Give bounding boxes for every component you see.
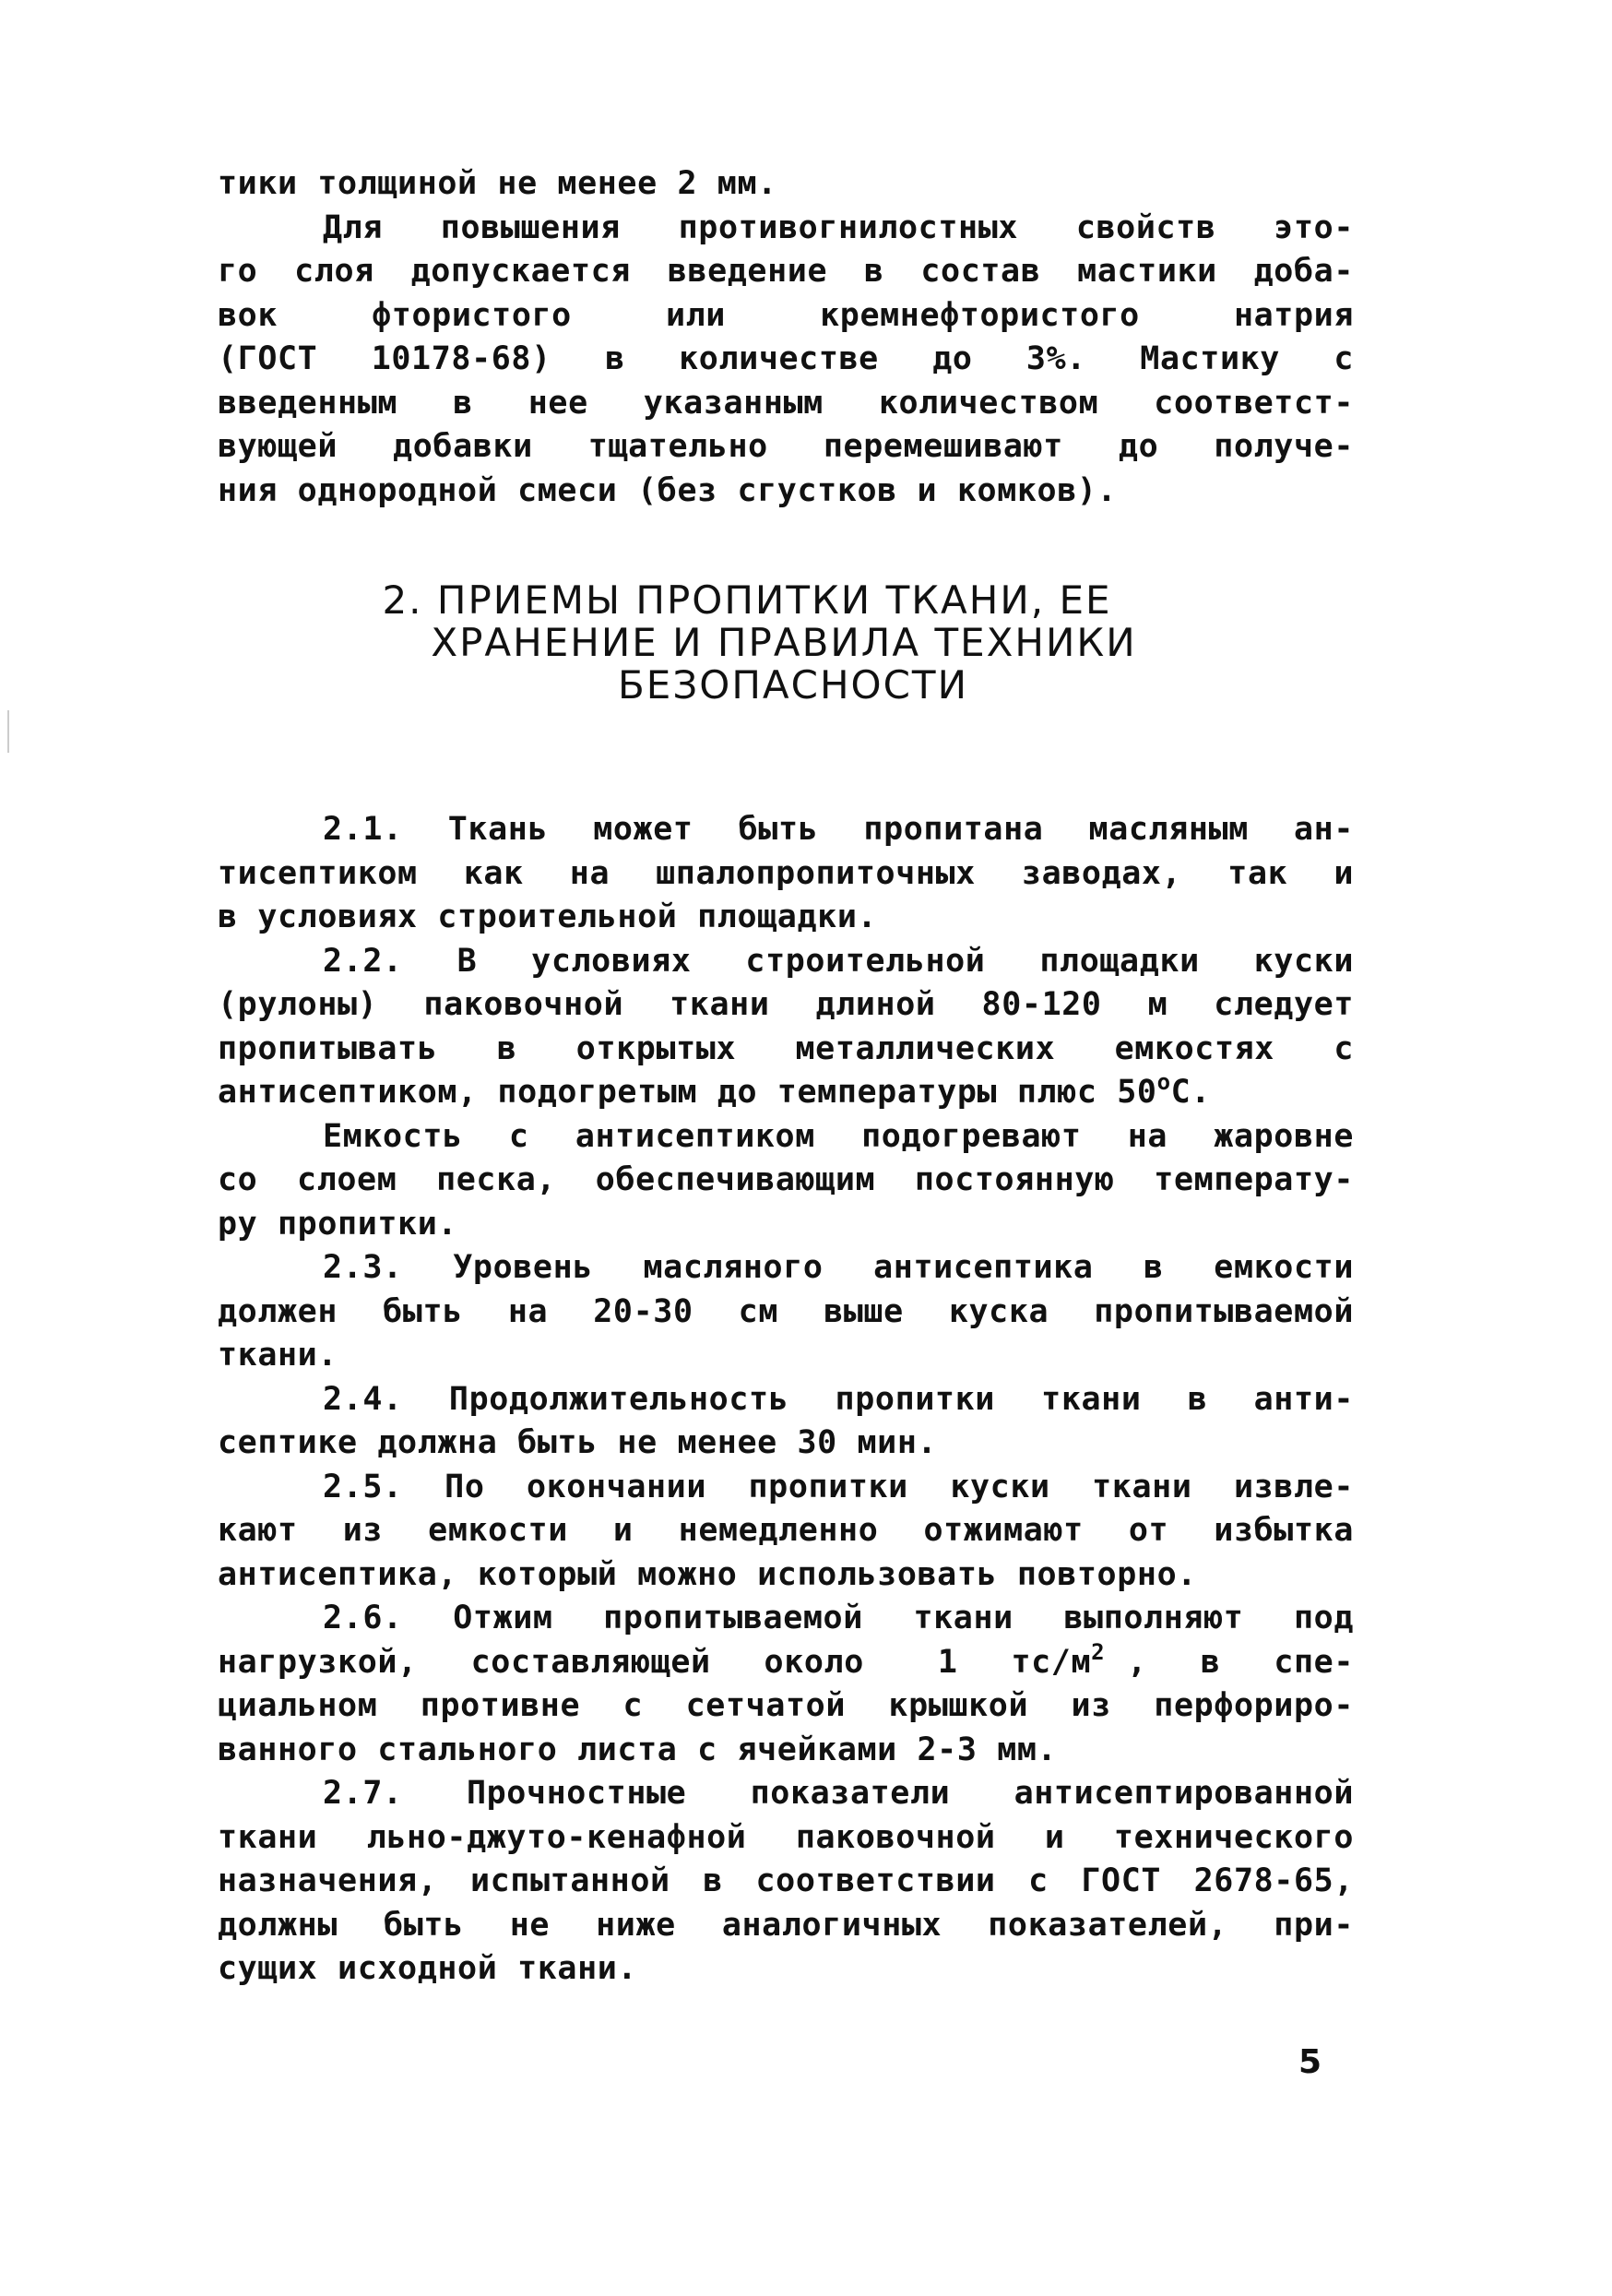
text-line: Емкость с антисептиком подогревают на жаровне bbox=[323, 1117, 1354, 1155]
load-tail: , в спе- bbox=[1127, 1643, 1355, 1681]
heading-line: ХРАНЕНИЕ И ПРАВИЛА ТЕХНИКИ bbox=[431, 620, 1137, 665]
scan-margin-mark bbox=[7, 710, 9, 753]
text-line: (ГОСТ 10178-68) в количестве до 3%. Мастику с bbox=[218, 340, 1354, 377]
page-number: 5 bbox=[1298, 2043, 1322, 2081]
text-line: тисептиком как на шпалопропиточных заводах, так и bbox=[218, 854, 1354, 892]
text-line: кают из емкости и немедленно отжимают от избытка bbox=[218, 1512, 1354, 1549]
text-line: тики толщиной не менее 2 мм. bbox=[218, 165, 777, 202]
text-line: 2.5. По окончании пропитки куски ткани извле- bbox=[323, 1468, 1354, 1505]
load-value bbox=[864, 1638, 1106, 1681]
text-line: ткани льно-джуто-кенафной паковочной и технического bbox=[218, 1818, 1354, 1856]
text-line bbox=[218, 1071, 1354, 1115]
text-line: в условиях строительной площадки. bbox=[218, 898, 878, 935]
text-line: должны быть не ниже аналогичных показателей, при- bbox=[218, 1906, 1354, 1944]
text-line: 2.2. В условиях строительной площадки куски bbox=[323, 942, 1354, 980]
text-line bbox=[218, 1638, 1355, 1685]
text-line: го слоя допускается введение в состав мастики доба- bbox=[218, 253, 1354, 290]
load-value-text: 1 тс/м bbox=[937, 1643, 1092, 1681]
text-line: 2.1. Ткань может быть пропитана масляным ан- bbox=[323, 811, 1354, 848]
text-line: назначения, испытанной в соответствии с ГОСТ 2678-65, bbox=[218, 1862, 1354, 1899]
text-line: 2.4. Продолжительность пропитки ткани в анти- bbox=[323, 1380, 1354, 1418]
text-line: 2.7. Прочностные показатели антисептированной bbox=[323, 1775, 1354, 1812]
text-line: антисептика, который можно использовать повторно. bbox=[218, 1555, 1197, 1593]
text-line: вок фтористого или кремнефтористого натрия bbox=[218, 296, 1354, 334]
text-line: ру пропитки. bbox=[218, 1205, 458, 1243]
load-text: нагрузкой, составляющей около bbox=[218, 1643, 864, 1681]
heading-line: БЕЗОПАСНОСТИ bbox=[617, 662, 968, 708]
celsius-unit: C. bbox=[1170, 1074, 1211, 1111]
degree-symbol: o bbox=[1156, 1069, 1171, 1095]
section-heading bbox=[221, 579, 1346, 707]
text-line: пропитывать в открытых металлических емкостях с bbox=[218, 1029, 1354, 1067]
heading-line: 2. ПРИЕМЫ ПРОПИТКИ ТКАНИ, ЕЕ bbox=[382, 577, 1112, 623]
text-line: введенным в нее указанным количеством соответст- bbox=[218, 384, 1354, 422]
squared-exponent: 2 bbox=[1091, 1638, 1106, 1665]
intro-text-block bbox=[218, 162, 1354, 513]
text-line: циальном противне с сетчатой крышкой из перфориро- bbox=[218, 1687, 1354, 1724]
text-line: со слоем песка, обеспечивающим постоянную температу- bbox=[218, 1161, 1354, 1198]
section-text-block bbox=[218, 808, 1354, 1992]
text-line: 2.3. Уровень масляного антисептика в емкости bbox=[323, 1249, 1354, 1286]
text-line: (рулоны) паковочной ткани длиной 80-120 м следует bbox=[218, 986, 1354, 1023]
text-line: вующей добавки тщательно перемешивают до получе- bbox=[218, 428, 1354, 465]
text-line: ния однородной смеси (без сгустков и комков). bbox=[218, 471, 1118, 509]
text-line: септике должна быть не менее 30 мин. bbox=[218, 1424, 938, 1461]
text-line: ванного стального листа с ячейками 2-3 мм. bbox=[218, 1731, 1058, 1768]
text-line: сущих исходной ткани. bbox=[218, 1950, 638, 1987]
text-line: должен быть на 20-30 см выше куска пропитываемой bbox=[218, 1292, 1354, 1330]
temperature-text: антисептиком, подогретым до температуры плюс 50 bbox=[218, 1074, 1157, 1111]
text-line: ткани. bbox=[218, 1337, 338, 1374]
text-line: Для повышения противогнилостных свойств это- bbox=[323, 208, 1354, 246]
text-line: 2.6. Отжим пропитываемой ткани выполняют под bbox=[323, 1600, 1354, 1636]
